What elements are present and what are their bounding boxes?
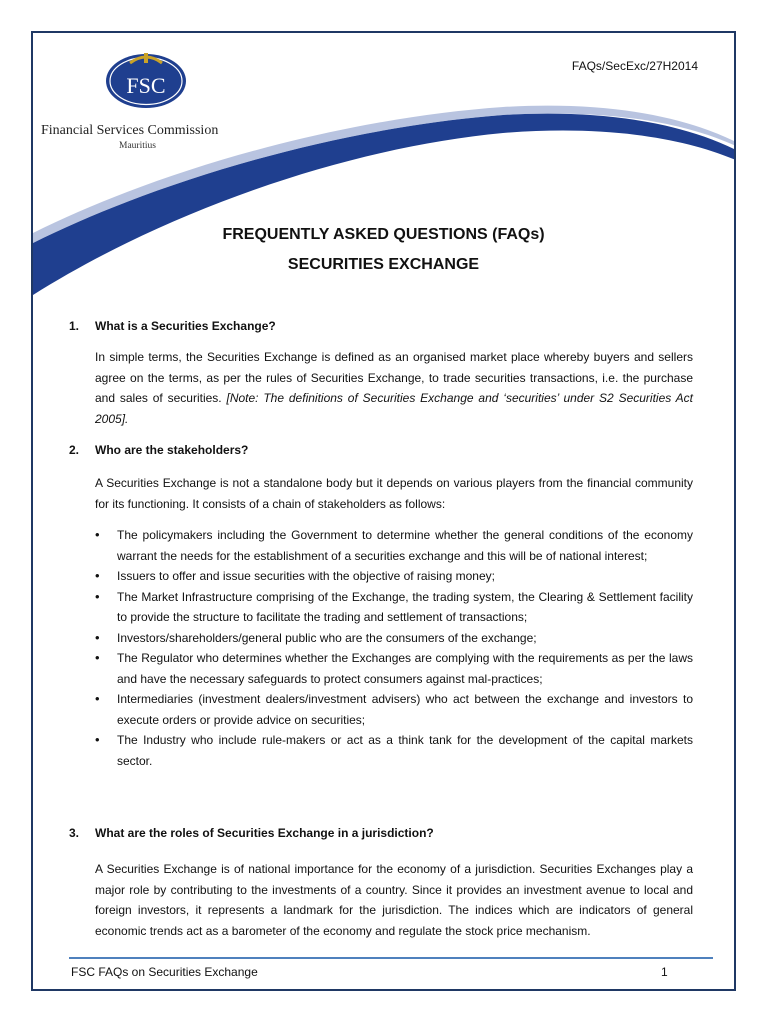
question-text: Who are the stakeholders? [95, 443, 249, 457]
answer-note: [Note: The definitions of Securities Exchange and ‘securities’ under S2 Securities Act 2005]. [95, 391, 693, 426]
list-item: • Investors/shareholders/general public who are the consumers of the exchange; [95, 628, 693, 649]
footer-title: FSC FAQs on Securities Exchange [71, 965, 258, 979]
question-3-heading [69, 826, 434, 840]
question-number: 3. [69, 826, 80, 840]
question-2-heading [69, 443, 248, 457]
answer-3: A Securities Exchange is of national importance for the economy of a jurisdiction. Securities Exchanges play a major role by contributing to the investments of a country. Since it provides an investment avenue to local and foreign investors, it represents a landmark for the jurisdiction. The indices which are indicators of general economic trends act as a barometer of the economy and regulate the stock price mechanism. [95, 862, 693, 938]
logo-text: FSC [126, 73, 166, 98]
list-item: • The policymakers including the Government to determine whether the general conditions of the economy warrant the needs for the establishment of a securities exchange and this will be of national interest; [95, 525, 693, 566]
footer-rule [69, 957, 713, 959]
answer-text: In simple terms, the Securities Exchange is defined as an organised market place whereby buyers and sellers agree on the terms, as per the rules of Securities Exchange, to trade securities transactions, i.e. the purchase and sales of securities. [95, 350, 693, 405]
document-page [31, 31, 736, 991]
question-1-heading [69, 319, 276, 333]
document-reference: FAQs/SecExc/27H2014 [571, 59, 698, 73]
question-text: What is a Securities Exchange? [95, 319, 276, 333]
fsc-logo [105, 49, 187, 109]
question-number: 2. [69, 443, 80, 457]
list-item: • The Market Infrastructure comprising of the Exchange, the trading system, the Clearing & Settlement facility to provide the structure to facilitate the trading and settlement of transactions; [95, 587, 693, 628]
question-number: 1. [69, 319, 80, 333]
document-subtitle: SECURITIES EXCHANGE [287, 256, 480, 273]
organisation-country: Mauritius [119, 141, 156, 151]
list-item: • Intermediaries (investment dealers/investment advisers) who act between the exchange and investors to execute orders or provide advice on securities; [95, 689, 693, 730]
list-item: • The Regulator who determines whether the Exchanges are complying with the requirements as per the laws and have the necessary safeguards to protect consumers against mal-practices; [95, 648, 693, 689]
page-number: 1 [661, 965, 668, 979]
answer-1 [95, 347, 693, 429]
question-text: What are the roles of Securities Exchange in a jurisdiction? [95, 826, 434, 840]
list-item: • The Industry who include rule-makers or act as a think tank for the development of the capital markets sector. [95, 730, 693, 771]
answer-2: A Securities Exchange is not a standalone body but it depends on various players from the financial community for its functioning. It consists of a chain of stakeholders as follows: [95, 476, 693, 511]
list-item: • Issuers to offer and issue securities with the objective of raising money; [95, 566, 693, 587]
document-title: FREQUENTLY ASKED QUESTIONS (FAQs) [222, 226, 545, 243]
organisation-name: Financial Services Commission [41, 123, 219, 138]
stakeholder-list [95, 525, 693, 771]
